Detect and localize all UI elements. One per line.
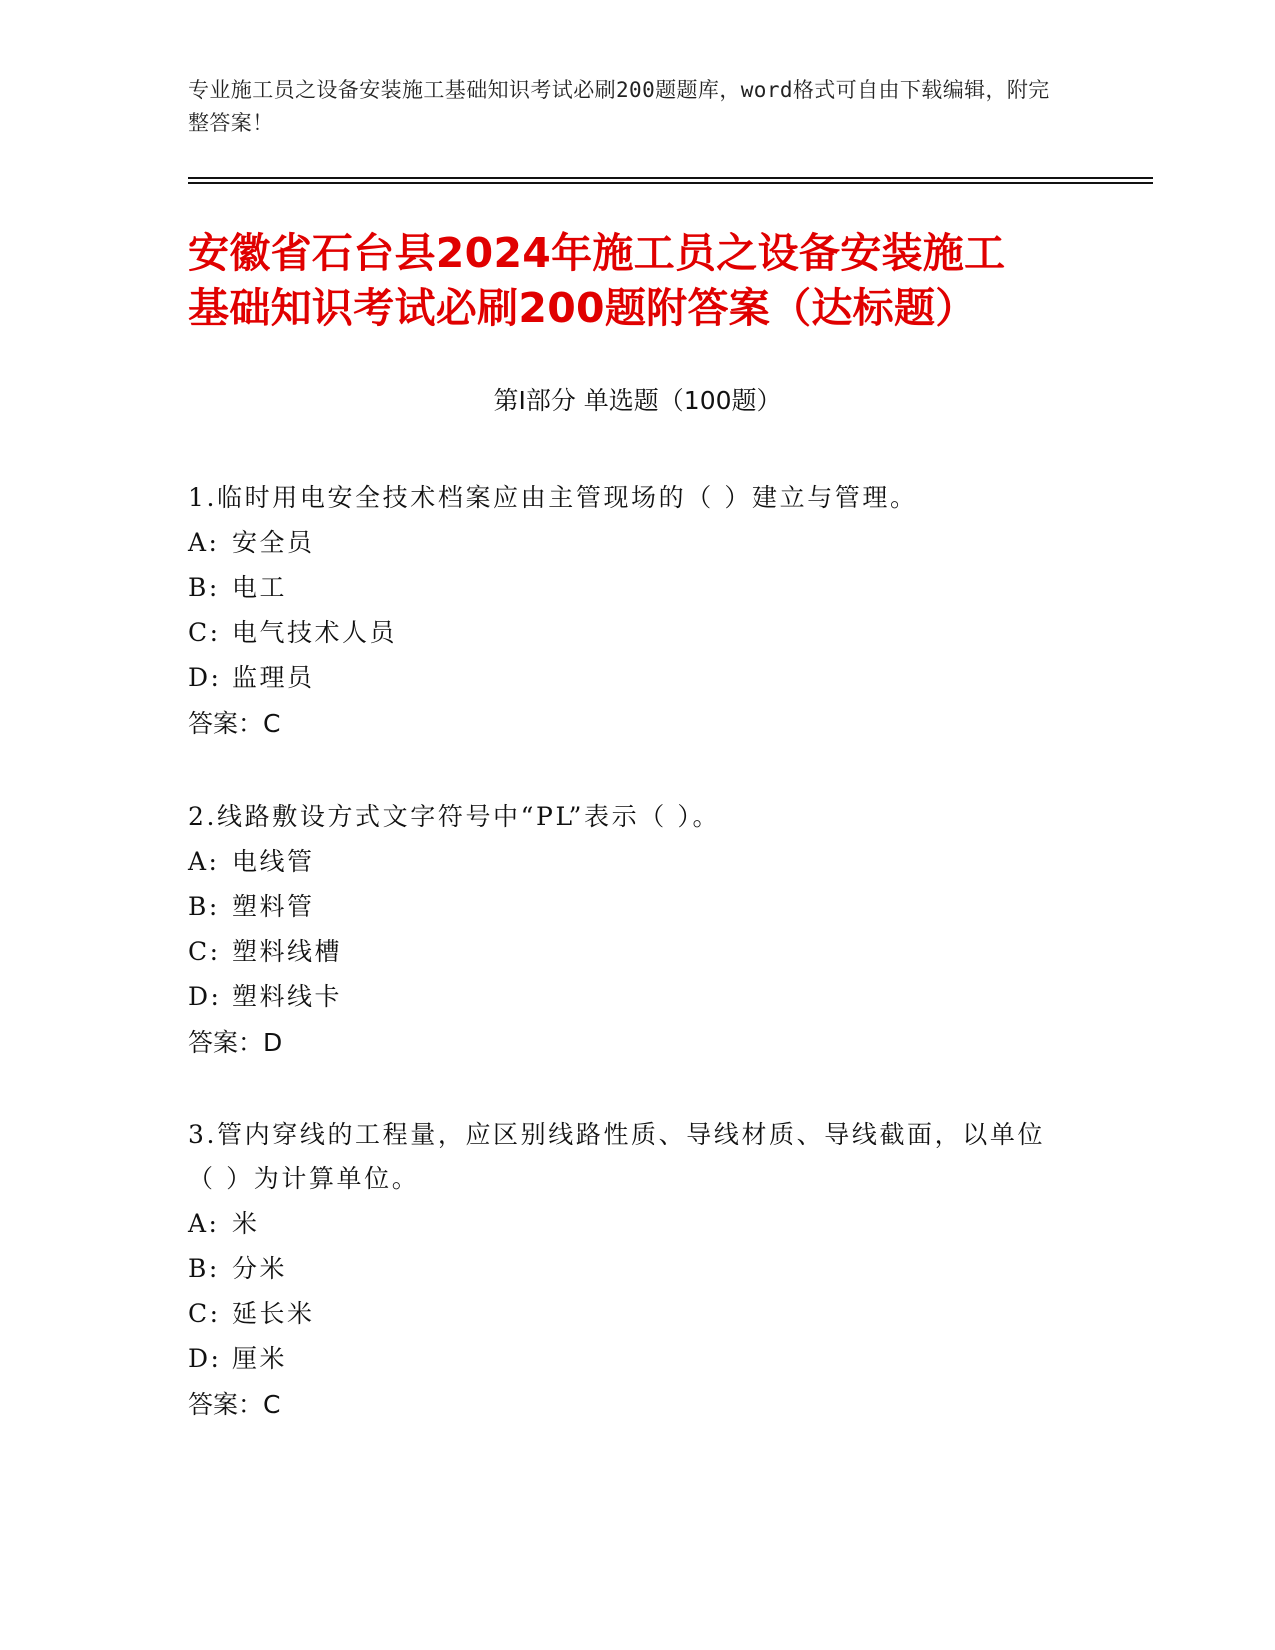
option-label: C: — [188, 937, 221, 966]
option-b — [188, 1246, 1068, 1291]
option-text: 分米 — [232, 1254, 288, 1283]
question-text: 2.线路敷设方式文字符号中“PL”表示（ ）。 — [188, 802, 721, 831]
header-note: 专业施工员之设备安装施工基础知识考试必刷200题题库，word格式可自由下载编辑，附完整答案！ — [188, 78, 1050, 135]
option-d — [188, 655, 1068, 700]
option-a — [188, 1201, 1068, 1246]
option-label: D: — [188, 1344, 222, 1373]
option-c — [188, 610, 1068, 655]
question-text: 1.临时用电安全技术档案应由主管现场的（ ）建立与管理。 — [188, 483, 918, 512]
section-title: 第Ⅰ部分 单选题（100题） — [493, 386, 782, 415]
option-text: 电气技术人员 — [232, 618, 398, 647]
option-label: B: — [188, 1254, 220, 1283]
document-title-line-2: 基础知识考试必刷200题附答案（达标题） — [188, 284, 977, 332]
document-title — [188, 226, 1098, 336]
option-label: D: — [188, 982, 222, 1011]
option-label: C: — [188, 1299, 221, 1328]
option-label: A: — [188, 1209, 220, 1238]
option-a — [188, 520, 1068, 565]
option-text: 安全员 — [232, 528, 315, 557]
question-3 — [188, 1113, 1068, 1428]
header-divider-bottom — [188, 182, 1153, 184]
option-label: A: — [188, 528, 220, 557]
answer: 答案：C — [188, 1390, 281, 1419]
option-text: 塑料管 — [232, 892, 315, 921]
option-text: 延长米 — [232, 1299, 315, 1328]
option-text: 厘米 — [232, 1344, 288, 1373]
option-text: 监理员 — [232, 663, 315, 692]
question-text: 3.管内穿线的工程量，应区别线路性质、导线材质、导线截面，以单位（ ）为计算单位。 — [188, 1120, 1046, 1193]
option-label: A: — [188, 847, 220, 876]
document-title-line-1: 安徽省石台县2024年施工员之设备安装施工 — [188, 229, 1006, 277]
option-d — [188, 1336, 1068, 1381]
option-label: C: — [188, 618, 221, 647]
option-label: D: — [188, 663, 222, 692]
option-text: 米 — [232, 1209, 260, 1238]
option-c — [188, 1291, 1068, 1336]
question-1 — [188, 476, 1068, 747]
option-text: 电线管 — [232, 847, 315, 876]
option-a — [188, 839, 1068, 884]
option-text: 塑料线卡 — [232, 982, 343, 1011]
question-2 — [188, 795, 1068, 1066]
answer: 答案：C — [188, 709, 281, 738]
option-label: B: — [188, 573, 220, 602]
option-b — [188, 565, 1068, 610]
option-b — [188, 884, 1068, 929]
option-c — [188, 929, 1068, 974]
header-divider-top — [188, 177, 1153, 179]
option-text: 电工 — [232, 573, 288, 602]
answer: 答案：D — [188, 1028, 283, 1057]
option-text: 塑料线槽 — [232, 937, 343, 966]
option-d — [188, 974, 1068, 1019]
option-label: B: — [188, 892, 220, 921]
